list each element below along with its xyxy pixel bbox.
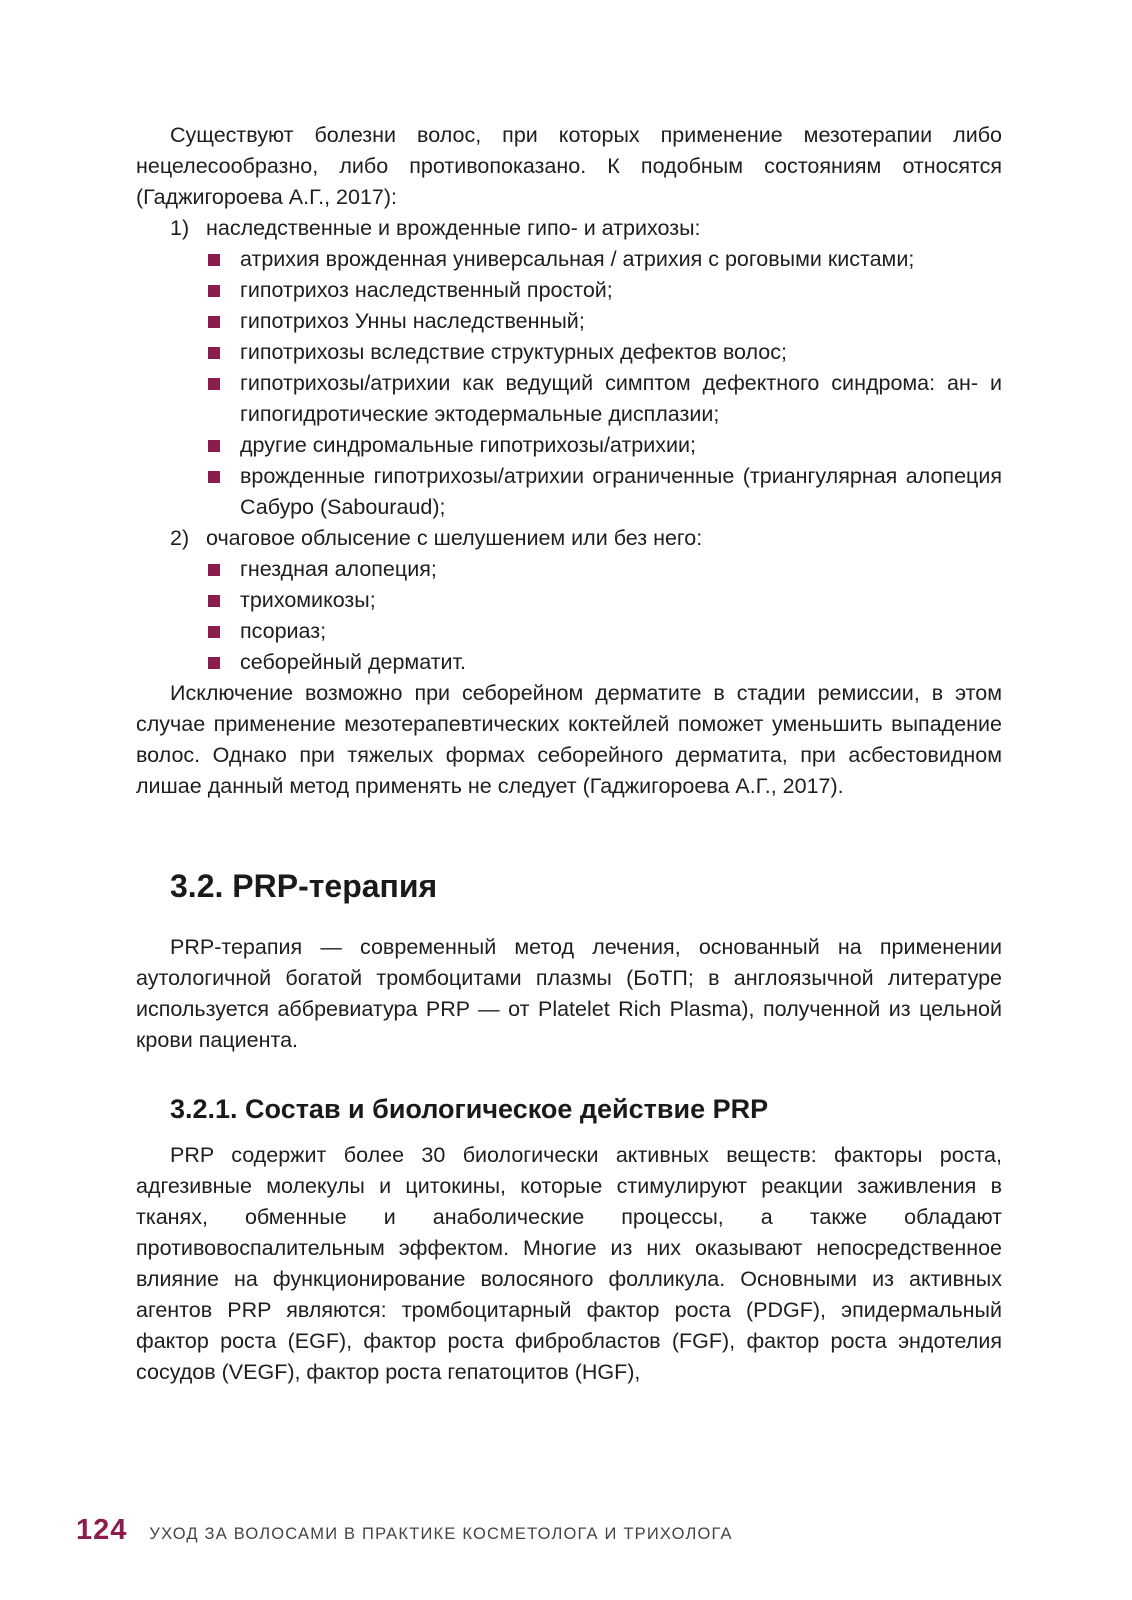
list-item: врожденные гипотрихозы/атрихии ограниченные (триангулярная алопеция Сабуро (Sabouraud); <box>206 461 1002 523</box>
list-item: псориаз; <box>206 616 1002 647</box>
list-item: другие синдромальные гипотрихозы/атрихии; <box>206 430 1002 461</box>
condition-group-2 <box>136 523 1002 678</box>
page-content <box>136 120 1002 1388</box>
group-1-items <box>206 244 1002 523</box>
list-item: гнездная алопеция; <box>206 554 1002 585</box>
section-paragraph: PRP-терапия — современный метод лечения, основанный на применении аутологичной богатой тромбоцитами плазмы (БоТП; в англоязычной литературе используется аббревиатура PRP — от Platelet Rich Plasma), полученной из цельной крови пациента. <box>136 935 1002 1052</box>
list-item: гипотрихоз наследственный простой; <box>206 275 1002 306</box>
list-item: гипотрихозы вследствие структурных дефектов волос; <box>206 337 1002 368</box>
section-heading: 3.2. PRP-терапия <box>170 868 438 904</box>
group-title: наследственные и врожденные гипо- и атрихозы: <box>206 216 701 240</box>
list-item: гипотрихоз Унны наследственный; <box>206 306 1002 337</box>
list-item: себорейный дерматит. <box>206 647 1002 678</box>
conditions-list <box>136 213 1002 678</box>
list-item: атрихия врожденная универсальная / атрихия с роговыми кистами; <box>206 244 1002 275</box>
condition-group-1 <box>136 213 1002 523</box>
group-2-items <box>206 554 1002 678</box>
list-item: трихомикозы; <box>206 585 1002 616</box>
intro-paragraph: Существуют болезни волос, при которых применение мезотерапии либо нецелесообразно, либо противопоказано. К подобным состояниям относятся (Гаджигороева А.Г., 2017): <box>136 123 1002 209</box>
subsection-heading: 3.2.1. Состав и биологическое действие PRP <box>170 1094 769 1124</box>
group-number: 2) <box>170 526 190 550</box>
subsection-paragraph: PRP содержит более 30 биологически активных веществ: факторы роста, адгезивные молекулы и цитокины, которые стимулируют реакции заживления в тканях, обменные и анаболические процессы, а также обладают противовоспалительным эффектом. Многие из них оказывают непосредственное влияние на функционирование волосяного фолликула. Основными из активных агентов PRP являются: тромбоцитарный фактор роста (PDGF), эпидермальный фактор роста (EGF), фактор роста фибробластов (FGF), фактор роста эндотелия сосудов (VEGF), фактор роста гепатоцитов (HGF), <box>136 1143 1002 1384</box>
list-item: гипотрихозы/атрихии как ведущий симптом дефектного синдрома: ан- и гипогидротические эктодермальные дисплазии; <box>206 368 1002 430</box>
group-number: 1) <box>170 216 190 240</box>
page-number: 124 <box>76 1514 128 1546</box>
group-title: очаговое облысение с шелушением или без него: <box>206 526 703 550</box>
exception-paragraph: Исключение возможно при себорейном дерматите в стадии ремиссии, в этом случае применение мезотерапевтических коктейлей поможет уменьшить выпадение волос. Однако при тяжелых формах себорейного дерматита, при асбестовидном лишае данный метод применять не следует (Гаджигороева А.Г., 2017). <box>136 681 1002 798</box>
running-title: УХОД ЗА ВОЛОСАМИ В ПРАКТИКЕ КОСМЕТОЛОГА И ТРИХОЛОГА <box>149 1525 733 1543</box>
page-footer <box>76 1514 733 1547</box>
